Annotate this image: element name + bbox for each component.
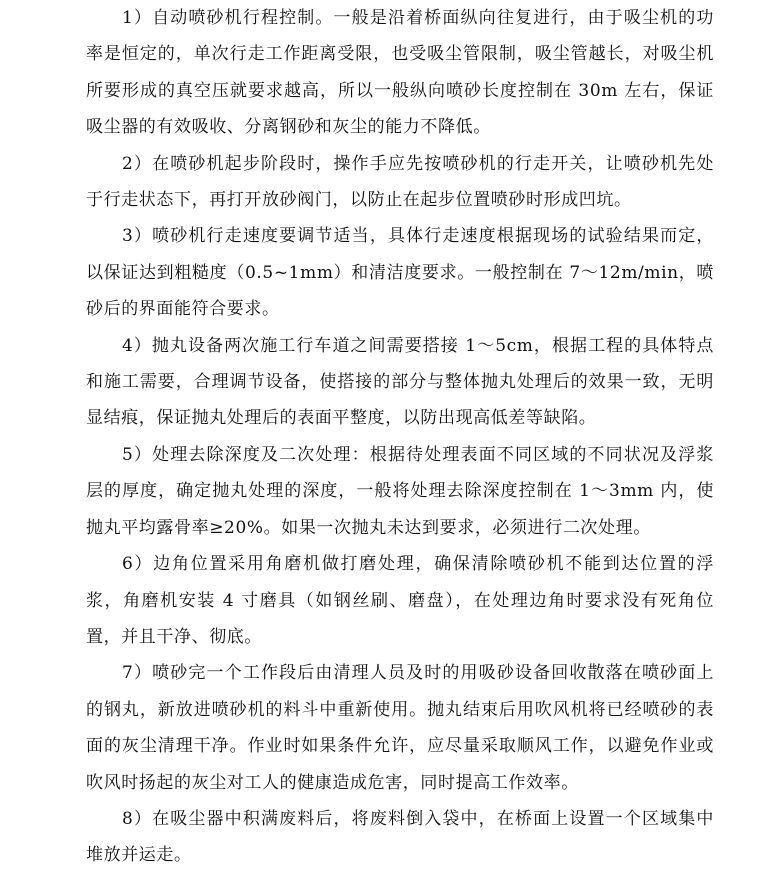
paragraph-3: 3）喷砂机行走速度要调节适当，具体行走速度根据现场的试验结果而定，以保证达到粗糙度（0.5~1mm）和清洁度要求。一般控制在 7～12m/min，喷砂后的界面能符合要求。 [86,226,714,320]
paragraph-4: 4）抛丸设备两次施工行车道之间需要搭接 1～5cm，根据工程的具体特点和施工需要，合理调节设备，使搭接的部分与整体抛丸处理后的效果一致，无明显结痕，保证抛丸处理后的表面平整度，以防出现高低差等缺陷。 [86,335,714,429]
paragraph-7: 7）喷砂完一个工作段后由清理人员及时的用吸砂设备回收散落在喷砂面上的钢丸，新放进喷砂机的料斗中重新使用。抛丸结束后用吹风机将已经喷砂的表面的灰尘清理干净。作业时如果条件允许，应尽量采取顺风工作，以避免作业或吹风时扬起的灰尘对工人的健康造成危害，同时提高工作效率。 [86,663,714,793]
paragraph-2: 2）在喷砂机起步阶段时，操作手应先按喷砂机的行走开关，让喷砂机先处于行走状态下，再打开放砂阀门，以防止在起步位置喷砂时形成凹坑。 [86,153,714,211]
document-body [86,0,714,874]
paragraph-1: 1）自动喷砂机行程控制。一般是沿着桥面纵向往复进行，由于吸尘机的功率是恒定的，单次行走工作距离受限，也受吸尘管限制，吸尘管越长，对吸尘机所要形成的真空压就要求越高，所以一般纵向喷砂长度控制在 30m 左右，保证吸尘器的有效吸收、分离钢砂和灰尘的能力不降低。 [86,8,714,138]
paragraph-5: 5）处理去除深度及二次处理：根据待处理表面不同区域的不同状况及浮浆层的厚度，确定抛丸处理的深度，一般将处理去除深度控制在 1～3mm 内，使抛丸平均露骨率≥20%。如果一次抛丸未达到要求，必须进行二次处理。 [86,444,714,538]
paragraph-6: 6）边角位置采用角磨机做打磨处理，确保清除喷砂机不能到达位置的浮浆，角磨机安装 4 寸磨具（如钢丝刷、磨盘），在处理边角时要求没有死角位置，并且干净、彻底。 [86,554,714,647]
paragraph-8: 8）在吸尘器中积满废料后，将废料倒入袋中，在桥面上设置一个区域集中堆放并运走。 [86,808,714,866]
